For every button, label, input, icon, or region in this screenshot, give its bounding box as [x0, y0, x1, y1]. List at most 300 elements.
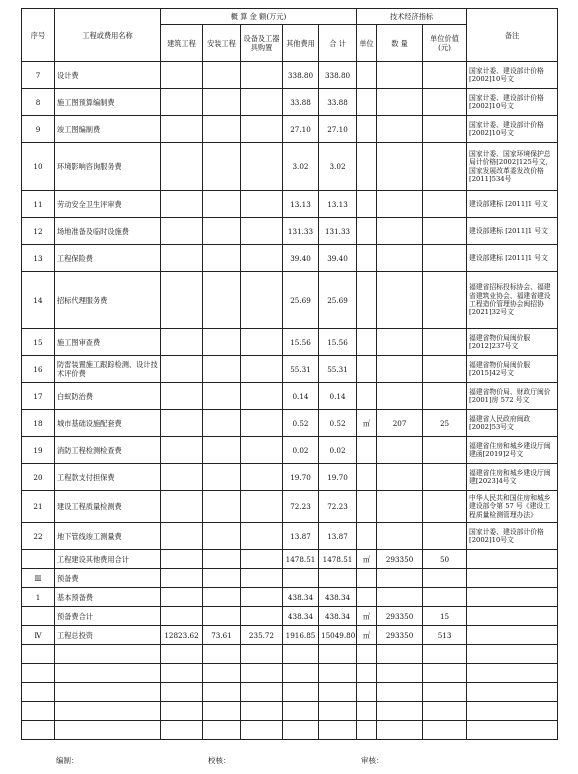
cell-installation [203, 272, 241, 329]
cell-construction [161, 62, 203, 89]
cell-name: 白蚁防治费 [55, 383, 161, 410]
cell-seq [22, 721, 55, 740]
cell-quantity [377, 569, 423, 588]
cell-equipment [241, 683, 283, 702]
cell-other: 338.80 [283, 62, 319, 89]
cell-total: 33.88 [319, 89, 357, 116]
cell-remark [467, 721, 558, 740]
cell-unit [357, 437, 377, 464]
cell-unit-price [423, 523, 467, 550]
cell-total: 15049.80 [319, 626, 357, 645]
cell-remark: 国家计委、建设部计价格[2002]10号文 [467, 89, 558, 116]
cell-total: 438.34 [319, 588, 357, 607]
cell-construction [161, 437, 203, 464]
table-header [22, 9, 558, 62]
table-row [22, 62, 558, 89]
cell-installation [203, 191, 241, 218]
cell-other: 19.70 [283, 464, 319, 491]
cell-total: 19.70 [319, 464, 357, 491]
cell-installation [203, 245, 241, 272]
cell-remark [467, 607, 558, 626]
cell-unit [357, 191, 377, 218]
cell-total: 72.23 [319, 491, 357, 523]
cell-quantity [377, 437, 423, 464]
cell-quantity [377, 191, 423, 218]
cell-seq: 7 [22, 62, 55, 89]
cell-unit-price [423, 702, 467, 721]
table-row [22, 89, 558, 116]
cell-quantity [377, 272, 423, 329]
cell-unit: ㎡ [357, 550, 377, 569]
cell-quantity [377, 116, 423, 143]
cell-seq: 13 [22, 245, 55, 272]
table-row [22, 491, 558, 523]
cell-other: 13.13 [283, 191, 319, 218]
cell-total: 438.34 [319, 607, 357, 626]
cell-name: 工程款支付担保费 [55, 464, 161, 491]
cell-unit-price [423, 683, 467, 702]
table-row [22, 191, 558, 218]
cell-construction: 12823.62 [161, 626, 203, 645]
cell-quantity: 293350 [377, 550, 423, 569]
cell-seq: 16 [22, 356, 55, 383]
cell-seq: 10 [22, 143, 55, 191]
cell-construction [161, 143, 203, 191]
cell-total: 39.40 [319, 245, 357, 272]
cell-installation [203, 569, 241, 588]
cell-quantity [377, 645, 423, 664]
cell-construction [161, 89, 203, 116]
cell-equipment [241, 607, 283, 626]
cell-other: 131.33 [283, 218, 319, 245]
cell-construction [161, 607, 203, 626]
header-unit-price: 单位价值(元) [423, 25, 467, 62]
cell-unit-price [423, 143, 467, 191]
cell-unit-price [423, 191, 467, 218]
cell-quantity [377, 664, 423, 683]
cell-seq [22, 664, 55, 683]
cell-equipment [241, 272, 283, 329]
cell-other [283, 702, 319, 721]
cell-unit-price: 25 [423, 410, 467, 437]
cell-equipment [241, 437, 283, 464]
cell-name: 场地准备及临时设施费 [55, 218, 161, 245]
cell-total: 13.87 [319, 523, 357, 550]
header-other: 其他费用 [283, 25, 319, 62]
cell-unit-price [423, 464, 467, 491]
table-row [22, 245, 558, 272]
cell-equipment [241, 356, 283, 383]
table-row [22, 272, 558, 329]
cell-seq [22, 683, 55, 702]
cell-other: 27.10 [283, 116, 319, 143]
cell-construction [161, 464, 203, 491]
cell-quantity: 293350 [377, 607, 423, 626]
cell-name: 预备费 [55, 569, 161, 588]
cell-remark [467, 664, 558, 683]
cell-unit-price [423, 218, 467, 245]
cell-equipment [241, 245, 283, 272]
cell-quantity [377, 356, 423, 383]
cell-quantity [377, 245, 423, 272]
table-row [22, 329, 558, 356]
cell-seq: 21 [22, 491, 55, 523]
cell-construction [161, 721, 203, 740]
cell-equipment [241, 721, 283, 740]
cell-total [319, 664, 357, 683]
cell-total: 1478.51 [319, 550, 357, 569]
cell-other [283, 721, 319, 740]
cell-total: 25.69 [319, 272, 357, 329]
cell-seq: Ⅳ [22, 626, 55, 645]
cell-unit [357, 329, 377, 356]
cell-quantity [377, 721, 423, 740]
cell-total: 15.56 [319, 329, 357, 356]
cell-quantity [377, 383, 423, 410]
cell-remark [467, 702, 558, 721]
cell-name: 施工图预算编制费 [55, 89, 161, 116]
cell-construction [161, 664, 203, 683]
cell-name: 工程建设其他费用合计 [55, 550, 161, 569]
cell-seq [22, 550, 55, 569]
table-row [22, 356, 558, 383]
cell-equipment [241, 329, 283, 356]
cell-unit-price [423, 89, 467, 116]
compiler-label: 编制： [56, 756, 79, 765]
cell-unit [357, 588, 377, 607]
header-quantity: 数 量 [377, 25, 423, 62]
cell-remark: 福建省住房和城乡建设厅闽建函[2019]2号文 [467, 437, 558, 464]
cell-name: 工程总投资 [55, 626, 161, 645]
cell-seq: 20 [22, 464, 55, 491]
cell-total [319, 569, 357, 588]
cell-equipment: 235.72 [241, 626, 283, 645]
cell-total [319, 702, 357, 721]
cell-other: 0.14 [283, 383, 319, 410]
cell-construction [161, 683, 203, 702]
cell-unit [357, 62, 377, 89]
cell-construction [161, 645, 203, 664]
cell-unit [357, 721, 377, 740]
table-row [22, 437, 558, 464]
cell-installation [203, 89, 241, 116]
cell-equipment [241, 550, 283, 569]
cell-installation [203, 62, 241, 89]
header-seq: 序号 [22, 9, 55, 62]
cell-construction [161, 410, 203, 437]
cell-name: 消防工程检测检查费 [55, 437, 161, 464]
cell-other: 13.87 [283, 523, 319, 550]
cell-installation [203, 116, 241, 143]
cell-remark: 国家计委、国家环境保护总局计价格[2002]125号文，国家发展改革委发改价格[2011]534号 [467, 143, 558, 191]
cell-total: 0.52 [319, 410, 357, 437]
table-row [22, 721, 558, 740]
cell-other [283, 683, 319, 702]
cell-total [319, 721, 357, 740]
cell-name [55, 702, 161, 721]
cell-construction [161, 383, 203, 410]
cell-quantity: 207 [377, 410, 423, 437]
cell-quantity [377, 89, 423, 116]
header-budget-group: 概 算 金 额(万元) [161, 9, 357, 25]
cell-remark: 福建省物价局闽价服[2012]237号文 [467, 329, 558, 356]
cell-seq [22, 607, 55, 626]
cell-equipment [241, 191, 283, 218]
cell-other: 3.02 [283, 143, 319, 191]
cell-unit-price [423, 272, 467, 329]
cell-remark [467, 645, 558, 664]
cell-installation [203, 721, 241, 740]
cell-other: 55.31 [283, 356, 319, 383]
cell-construction [161, 356, 203, 383]
cell-installation [203, 664, 241, 683]
cell-quantity [377, 62, 423, 89]
cell-other: 72.23 [283, 491, 319, 523]
cell-unit-price [423, 245, 467, 272]
cell-seq: 18 [22, 410, 55, 437]
cell-installation [203, 523, 241, 550]
cell-construction [161, 569, 203, 588]
header-equipment: 设备及工器具购置 [241, 25, 283, 62]
cell-unit [357, 89, 377, 116]
cell-unit-price [423, 721, 467, 740]
cell-seq: 22 [22, 523, 55, 550]
cell-equipment [241, 143, 283, 191]
table-row [22, 218, 558, 245]
cell-unit [357, 272, 377, 329]
header-remark: 备注 [467, 9, 558, 62]
cell-equipment [241, 588, 283, 607]
cell-installation [203, 683, 241, 702]
cell-construction [161, 245, 203, 272]
table-body [22, 62, 558, 740]
cell-total [319, 683, 357, 702]
cell-other: 438.34 [283, 588, 319, 607]
budget-table [21, 8, 558, 740]
cell-equipment [241, 116, 283, 143]
cell-unit-price: 513 [423, 626, 467, 645]
table-row [22, 702, 558, 721]
cell-unit-price [423, 116, 467, 143]
cell-unit-price [423, 588, 467, 607]
cell-equipment [241, 62, 283, 89]
table-row [22, 569, 558, 588]
cell-unit [357, 702, 377, 721]
cell-name: 竣工图编制费 [55, 116, 161, 143]
cell-seq [22, 645, 55, 664]
cell-remark: 建设部建标 [2011]1 号文 [467, 218, 558, 245]
cell-unit [357, 569, 377, 588]
cell-equipment [241, 89, 283, 116]
cell-name [55, 645, 161, 664]
cell-name: 施工图审查费 [55, 329, 161, 356]
cell-name: 招标代理服务费 [55, 272, 161, 329]
cell-seq: 14 [22, 272, 55, 329]
cell-construction [161, 550, 203, 569]
cell-other [283, 569, 319, 588]
cell-installation [203, 588, 241, 607]
cell-installation [203, 607, 241, 626]
cell-unit-price [423, 645, 467, 664]
cell-installation [203, 491, 241, 523]
cell-total: 0.14 [319, 383, 357, 410]
cell-construction [161, 218, 203, 245]
cell-equipment [241, 664, 283, 683]
cell-remark [467, 683, 558, 702]
cell-other: 25.69 [283, 272, 319, 329]
cell-remark [467, 569, 558, 588]
cell-quantity [377, 218, 423, 245]
cell-installation [203, 645, 241, 664]
cell-remark [467, 550, 558, 569]
cell-quantity [377, 683, 423, 702]
cell-remark: 福建省物价局闽价服[2015]42号文 [467, 356, 558, 383]
cell-installation [203, 702, 241, 721]
cell-total: 3.02 [319, 143, 357, 191]
cell-seq: 12 [22, 218, 55, 245]
header-total: 合 计 [319, 25, 357, 62]
cell-unit: ㎡ [357, 410, 377, 437]
cell-unit-price: 50 [423, 550, 467, 569]
cell-name: 基本预备费 [55, 588, 161, 607]
cell-equipment [241, 383, 283, 410]
cell-construction [161, 116, 203, 143]
cell-name: 预备费合计 [55, 607, 161, 626]
header-unit: 单位 [357, 25, 377, 62]
cell-unit [357, 116, 377, 143]
cell-seq: 17 [22, 383, 55, 410]
cell-remark: 国家计委、建设部计价格[2002]10号文 [467, 523, 558, 550]
cell-other: 15.56 [283, 329, 319, 356]
cell-installation [203, 329, 241, 356]
cell-remark [467, 588, 558, 607]
cell-other [283, 664, 319, 683]
signature-footer [56, 755, 536, 769]
cell-name: 工程保险费 [55, 245, 161, 272]
cell-seq [22, 702, 55, 721]
cell-unit-price [423, 664, 467, 683]
cell-remark [467, 626, 558, 645]
cell-unit [357, 664, 377, 683]
table-row [22, 588, 558, 607]
cell-unit: ㎡ [357, 626, 377, 645]
cell-construction [161, 272, 203, 329]
cell-construction [161, 491, 203, 523]
cell-seq: Ⅲ [22, 569, 55, 588]
cell-unit-price [423, 569, 467, 588]
cell-name: 地下管线竣工测量费 [55, 523, 161, 550]
table-row [22, 383, 558, 410]
cell-name [55, 683, 161, 702]
table-row [22, 410, 558, 437]
cell-other: 39.40 [283, 245, 319, 272]
cell-construction [161, 588, 203, 607]
cell-construction [161, 329, 203, 356]
cell-unit [357, 683, 377, 702]
header-name: 工程或费用名称 [55, 9, 161, 62]
cell-other: 438.34 [283, 607, 319, 626]
cell-name [55, 721, 161, 740]
cell-installation [203, 356, 241, 383]
table-row [22, 607, 558, 626]
cell-equipment [241, 523, 283, 550]
cell-unit [357, 245, 377, 272]
cell-quantity [377, 143, 423, 191]
cell-unit-price [423, 491, 467, 523]
checker-label: 校核： [208, 756, 231, 765]
cell-unit [357, 645, 377, 664]
table-row [22, 626, 558, 645]
cell-equipment [241, 218, 283, 245]
cell-name: 环境影响咨询服务费 [55, 143, 161, 191]
cell-unit [357, 383, 377, 410]
cell-quantity [377, 464, 423, 491]
cell-other: 1916.85 [283, 626, 319, 645]
cell-installation [203, 437, 241, 464]
table-row [22, 664, 558, 683]
cell-unit [357, 356, 377, 383]
cell-equipment [241, 491, 283, 523]
cell-installation [203, 550, 241, 569]
cell-unit-price [423, 356, 467, 383]
cell-unit: ㎡ [357, 607, 377, 626]
header-construction: 建筑工程 [161, 25, 203, 62]
cell-equipment [241, 569, 283, 588]
cell-construction [161, 523, 203, 550]
cell-name: 防雷装置施工跟踪检测、设计技术评价费 [55, 356, 161, 383]
cell-seq: 19 [22, 437, 55, 464]
budget-sheet [21, 8, 557, 740]
cell-remark: 中华人民共和国住房和城乡建设部令第 57 号《建设工程质量检测管理办法》 [467, 491, 558, 523]
cell-equipment [241, 464, 283, 491]
cell-installation [203, 464, 241, 491]
table-row [22, 143, 558, 191]
cell-quantity [377, 702, 423, 721]
cell-total: 27.10 [319, 116, 357, 143]
cell-seq: 1 [22, 588, 55, 607]
cell-seq: 15 [22, 329, 55, 356]
cell-name: 劳动安全卫生评审费 [55, 191, 161, 218]
cell-name: 城市基础设施配套费 [55, 410, 161, 437]
cell-total: 55.31 [319, 356, 357, 383]
cell-unit-price: 15 [423, 607, 467, 626]
cell-unit [357, 523, 377, 550]
cell-construction [161, 191, 203, 218]
cell-unit [357, 218, 377, 245]
reviewer-label: 审核： [361, 756, 384, 765]
cell-unit-price [423, 329, 467, 356]
cell-equipment [241, 645, 283, 664]
cell-other: 0.52 [283, 410, 319, 437]
cell-remark: 福建省物价局、财政厅闽价[2001]房 572 号文 [467, 383, 558, 410]
cell-remark: 福建省人民政府闽政[2002]53号文 [467, 410, 558, 437]
cell-seq: 11 [22, 191, 55, 218]
cell-total: 13.13 [319, 191, 357, 218]
cell-total: 131.33 [319, 218, 357, 245]
cell-installation [203, 383, 241, 410]
table-row [22, 645, 558, 664]
cell-remark: 福建省住房和城乡建设厅闽建[2023]4号文 [467, 464, 558, 491]
cell-unit [357, 491, 377, 523]
table-row [22, 116, 558, 143]
cell-installation: 73.61 [203, 626, 241, 645]
cell-unit-price [423, 383, 467, 410]
cell-total: 0.02 [319, 437, 357, 464]
cell-installation [203, 143, 241, 191]
cell-unit [357, 143, 377, 191]
cell-remark: 建设部建标 [2011]1 号文 [467, 245, 558, 272]
cell-other: 33.88 [283, 89, 319, 116]
